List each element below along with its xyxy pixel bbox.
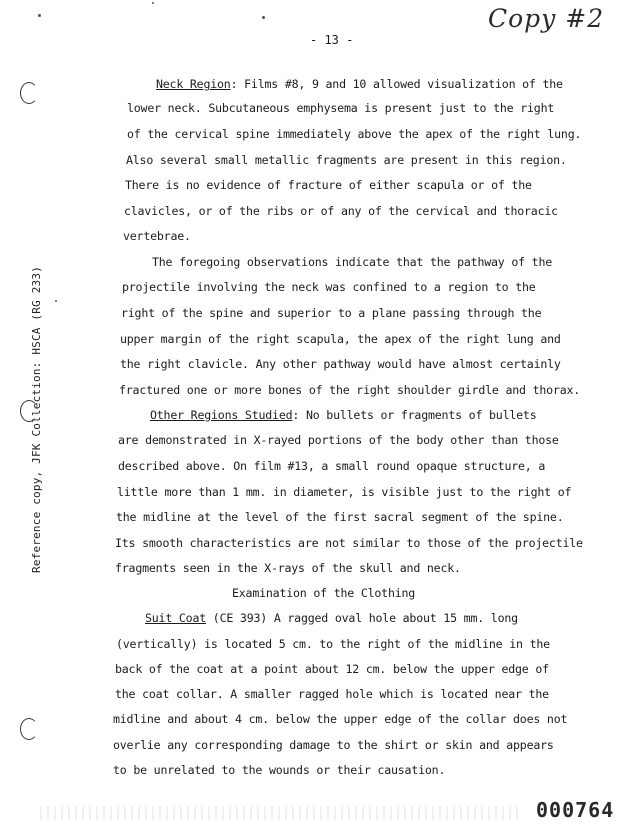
text-line: (vertically) is located 5 cm. to the right of the midline in the xyxy=(116,637,550,651)
scan-noise xyxy=(40,806,520,820)
text-line: projectile involving the neck was confined to a region to the xyxy=(122,280,536,294)
handwritten-copy-note: Copy #2 xyxy=(488,4,605,33)
section-heading-suit-coat: Suit Coat xyxy=(145,611,207,625)
text-line: upper margin of the right scapula, the apex of the right lung and xyxy=(120,332,561,346)
text-line: the right clavicle. Any other pathway would have almost certainly xyxy=(120,357,561,371)
section-heading-neck-region: Neck Region xyxy=(156,77,231,91)
text-line: back of the coat at a point about 12 cm. below the upper edge of xyxy=(115,662,549,676)
text-line: little more than 1 mm. in diameter, is visible just to the right of xyxy=(117,485,572,499)
binder-hole-icon xyxy=(20,718,38,740)
text-line: midline and about 4 cm. below the upper edge of the collar does not xyxy=(113,712,568,726)
text-line: are demonstrated in X-rayed portions of the body other than those xyxy=(118,433,559,447)
document-number: 000764 xyxy=(536,798,615,822)
text-line: overlie any corresponding damage to the shirt or skin and appears xyxy=(113,738,554,752)
text-line: clavicles, or of the ribs or of any of the cervical and thoracic xyxy=(124,204,558,218)
text-line: described above. On film #13, a small round opaque structure, a xyxy=(118,459,546,473)
text-line: Neck Region: Films #8, 9 and 10 allowed visualization of the xyxy=(156,77,563,91)
text-line: Its smooth characteristics are not similar to those of the projectile xyxy=(115,536,583,550)
binder-hole-icon xyxy=(20,82,38,104)
text-line: the coat collar. A smaller ragged hole which is located near the xyxy=(115,687,549,701)
scan-speck xyxy=(38,14,41,17)
scan-speck xyxy=(152,2,154,4)
binder-hole-icon xyxy=(20,400,38,422)
scan-speck xyxy=(262,16,265,19)
text-line: right of the spine and superior to a plane passing through the xyxy=(121,306,542,320)
text-line: of the cervical spine immediately above the apex of the right lung. xyxy=(127,127,582,141)
page-number: - 13 - xyxy=(310,33,354,47)
section-heading-other-regions: Other Regions Studied xyxy=(150,408,293,422)
text-line: Also several small metallic fragments are present in this region. xyxy=(126,153,567,167)
text-line: lower neck. Subcutaneous emphysema is present just to the right xyxy=(127,101,555,115)
text-line: to be unrelated to the wounds or their causation. xyxy=(113,763,446,777)
scan-speck xyxy=(55,300,57,302)
archive-reference-stamp: Reference copy, JFK Collection: HSCA (RG 233) xyxy=(30,265,43,573)
text-line: There is no evidence of fracture of either scapula or of the xyxy=(125,178,532,192)
text-line: vertebrae. xyxy=(123,229,191,243)
text-line: the midline at the level of the first sacral segment of the spine. xyxy=(116,510,564,524)
text-line: Other Regions Studied: No bullets or fragments of bullets xyxy=(150,408,537,422)
section-title-clothing: Examination of the Clothing xyxy=(232,586,416,600)
text-line: fractured one or more bones of the right shoulder girdle and thorax. xyxy=(119,383,581,397)
text-line: The foregoing observations indicate that the pathway of the xyxy=(152,255,553,269)
text-line: fragments seen in the X-rays of the skull and neck. xyxy=(115,561,461,575)
text-line: Suit Coat (CE 393) A ragged oval hole about 15 mm. long xyxy=(145,611,518,625)
